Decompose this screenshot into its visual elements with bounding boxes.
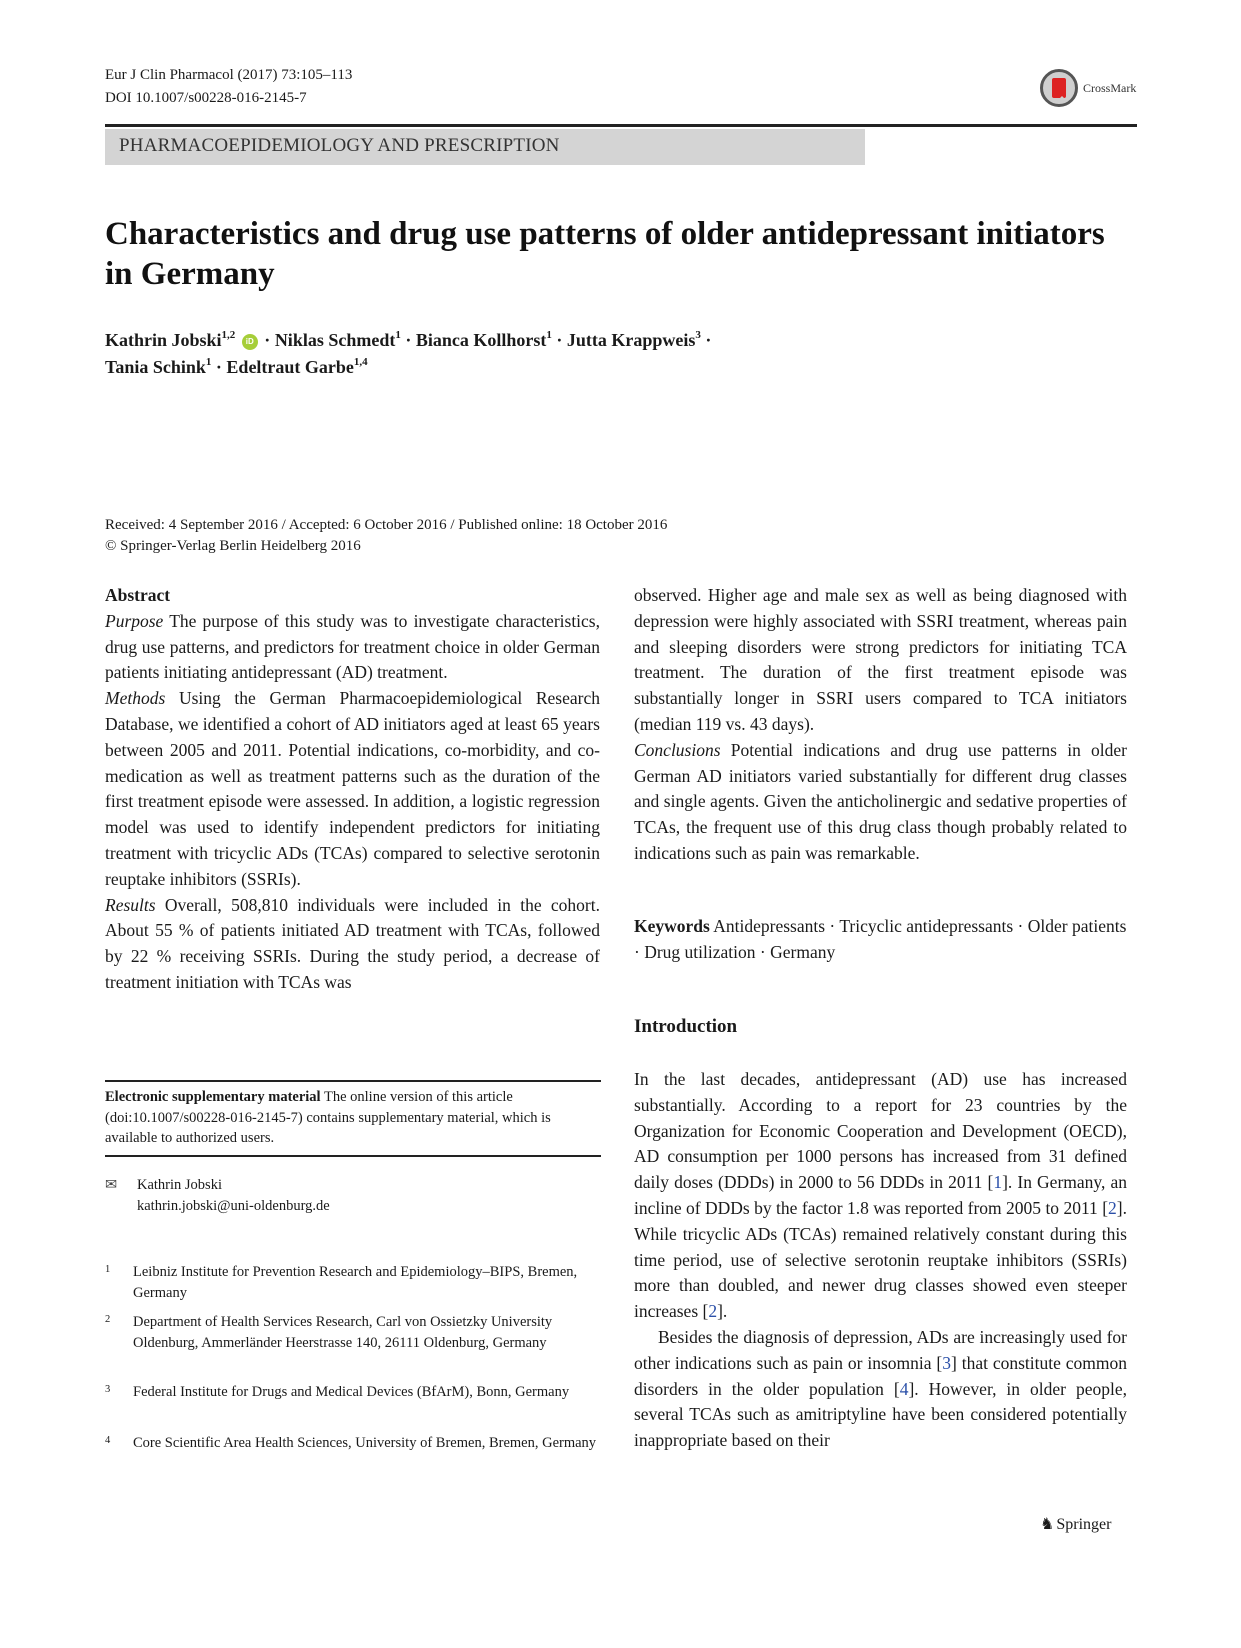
- citation-link[interactable]: 1: [993, 1172, 1003, 1193]
- author-name[interactable]: Tania Schink: [105, 357, 206, 377]
- keywords: Keywords Antidepressants · Tricyclic antidepressants · Older patients · Drug utilization · Germany: [634, 916, 1127, 962]
- introduction-heading: Introduction: [634, 1016, 738, 1037]
- supplementary-label: Electronic supplementary material: [105, 1089, 321, 1105]
- springer-horse-icon: ♞: [1040, 1516, 1055, 1533]
- author-affiliation-mark: 1: [205, 356, 212, 368]
- publisher-logo: [1040, 1514, 1111, 1534]
- author-affiliation-mark: 1,4: [353, 356, 368, 368]
- affiliation: [105, 1382, 605, 1403]
- citation-link[interactable]: 3: [942, 1352, 952, 1373]
- conclusions-label: Conclusions: [634, 739, 721, 760]
- header-rule: [105, 124, 1137, 127]
- author-name[interactable]: Bianca Kollhorst: [415, 330, 547, 350]
- orcid-icon[interactable]: iD: [242, 334, 258, 350]
- affiliation: [105, 1262, 605, 1303]
- intro-paragraph-2: Besides the diagnosis of depression, ADs are increasingly used for other indications such as pain or insomnia [3] that constitute common disorders in the older population [4]. However, in older people, several TCAs such as amitriptyline have been considered potentially inappropriate based on their: [634, 1326, 1128, 1451]
- citation-link[interactable]: 2: [1108, 1197, 1117, 1218]
- correspondence: [105, 1175, 330, 1217]
- category-banner: [105, 129, 865, 165]
- correspondence-email[interactable]: kathrin.jobski@uni-oldenburg.de: [137, 1198, 330, 1214]
- results-continued: observed. Higher age and male sex as well as being diagnosed with depression were highly associated with SSRI treatment, whereas pain and sleeping disorders were strong predictors for initiating TCA treatment. The duration of the first treatment episode was substantially longer in SSRI users compared to TCA initiators (median 119 vs. 43 days).: [634, 585, 1127, 734]
- affiliation-text: Core Scientific Area Health Sciences, University of Bremen, Bremen, Germany: [133, 1435, 597, 1451]
- abstract-methods: [105, 686, 600, 892]
- author-name[interactable]: Kathrin Jobski: [105, 330, 222, 350]
- abstract-heading: Abstract: [105, 585, 171, 605]
- results-text: Overall, 508,810 individuals were included in the cohort. About 55 % of patients initiated AD treatment with TCAs, followed by 22 % receiving SSRIs. During the study period, a decrease of treatment initiation with TCAs was: [105, 894, 600, 992]
- publisher-name: Springer: [1056, 1516, 1112, 1533]
- abstract-left-column: [105, 583, 600, 996]
- supplementary-text: The online version of this article (doi:10.1007/s00228-016-2145-7) contains supplementary material, which is available to authorized users.: [105, 1089, 551, 1146]
- keyword: Drug utilization: [644, 942, 756, 962]
- journal-info: [105, 64, 352, 110]
- affiliation-text: Federal Institute for Drugs and Medical Devices (BfArM), Bonn, Germany: [133, 1384, 570, 1400]
- dates-line: Received: 4 September 2016 / Accepted: 6 October 2016 / Published online: 18 October 2016: [105, 517, 668, 533]
- correspondence-name: Kathrin Jobski: [137, 1177, 222, 1193]
- affiliation: [105, 1433, 605, 1454]
- affiliation: [105, 1312, 605, 1353]
- keywords-label: Keywords: [634, 916, 710, 936]
- author-name[interactable]: Edeltraut Garbe: [226, 357, 354, 377]
- affiliation-number: 2: [105, 1314, 111, 1325]
- purpose-label: Purpose: [105, 610, 164, 631]
- journal-doi[interactable]: DOI 10.1007/s00228-016-2145-7: [105, 90, 307, 106]
- abstract-results: [105, 893, 600, 996]
- abstract-conclusions: [634, 738, 1127, 867]
- methods-label: Methods: [105, 688, 166, 709]
- author-list: Kathrin Jobski$^{1,2}$ iD · Niklas Schmedt$^1$ · Bianca Kollhorst$^1$ · Jutta Krappweis$^3$ · Tania Schink$^1$ · Edeltraut Garbe$^{1,4}$: [105, 329, 712, 377]
- abstract-right-column: [634, 583, 1127, 867]
- affiliation-number: 1: [105, 1264, 111, 1275]
- author-name[interactable]: Jutta Krappweis: [566, 330, 696, 350]
- crossmark-badge[interactable]: [1040, 69, 1162, 109]
- purpose-text: The purpose of this study was to investigate characteristics, drug use patterns, and predictors for treatment choice in older German patients initiating antidepressant (AD) treatment.: [105, 610, 600, 683]
- journal-citation: Eur J Clin Pharmacol (2017) 73:105–113: [105, 67, 353, 83]
- article-title: Characteristics and drug use patterns of older antidepressant initiators in Germany: [105, 216, 1105, 292]
- methods-text: Using the German Pharmacoepidemiological Research Database, we identified a cohort of AD initiators aged at least 65 years between 2005 and 2011. Potential indications, co-morbidity, and co-medication as well as treatment patterns such as the duration of the first treatment episode were assessed. In addition, a logistic regression model was used to identify independent predictors for initiating treatment with tricyclic ADs (TCAs) compared to selective serotonin reuptake inhibitors (SSRIs).: [105, 688, 601, 889]
- affiliation-text: Department of Health Services Research, Carl von Ossietzky University Oldenburg, Ammerländer Heerstrasse 140, 26111 Oldenburg, Germany: [133, 1314, 553, 1351]
- affiliation-number: 3: [105, 1384, 111, 1395]
- keyword: Older patients: [1027, 916, 1127, 936]
- supplementary-note: [105, 1087, 600, 1149]
- crossmark-icon: [1040, 69, 1078, 107]
- author-affiliation-mark: 1: [546, 329, 552, 341]
- keyword: Germany: [770, 942, 836, 962]
- author-name[interactable]: Niklas Schmedt: [274, 330, 396, 350]
- citation-link[interactable]: 4: [899, 1378, 909, 1399]
- affiliation-text: Leibniz Institute for Prevention Research and Epidemiology–BIPS, Bremen, Germany: [133, 1264, 578, 1301]
- abstract-purpose: [105, 609, 600, 686]
- keyword: Tricyclic antidepressants: [839, 916, 1014, 936]
- author-affiliation-mark: 3: [695, 329, 701, 341]
- crossmark-label: CrossMark: [1083, 81, 1137, 95]
- introduction-body: [634, 1067, 1127, 1454]
- conclusions-text: Potential indications and drug use patterns in older German AD initiators varied substantially for different drug classes and single agents. Given the anticholinergic and sedative properties of TCAs, the frequent use of this drug class though probably related to indications such as pain was remarkable.: [634, 739, 1128, 863]
- author-affiliation-mark: 1,2: [221, 329, 236, 341]
- keyword: Antidepressants: [713, 916, 826, 936]
- supplementary-rule-top: [105, 1080, 601, 1082]
- publication-dates: [105, 515, 667, 557]
- citation-link[interactable]: 2: [708, 1301, 718, 1322]
- supplementary-rule-bottom: [105, 1155, 601, 1157]
- affiliation-number: 4: [105, 1435, 111, 1446]
- results-label: Results: [105, 894, 156, 915]
- author-affiliation-mark: 1: [395, 329, 401, 341]
- intro-paragraph-1: In the last decades, antidepressant (AD) use has increased substantially. According to a report for 23 countries by the Organization for Economic Cooperation and Development (OECD), AD consumption per 1000 persons has increased from 31 defined daily doses (DDDs) in 2000 to 56 DDDs in 2011 [1]. In Germany, an incline of DDDs by the factor 1.8 was reported from 2005 to 2011 [2]. While tricyclic ADs (TCAs) remained relatively constant during this time period, use of selective serotonin reuptake inhibitors (SSRIs) more than doubled, and newer drug classes showed even steeper increases [2].: [634, 1069, 1127, 1322]
- envelope-icon: ✉: [105, 1177, 118, 1193]
- copyright-line: © Springer-Verlag Berlin Heidelberg 2016: [105, 538, 361, 554]
- category-label: PHARMACOEPIDEMIOLOGY AND PRESCRIPTION: [119, 135, 560, 156]
